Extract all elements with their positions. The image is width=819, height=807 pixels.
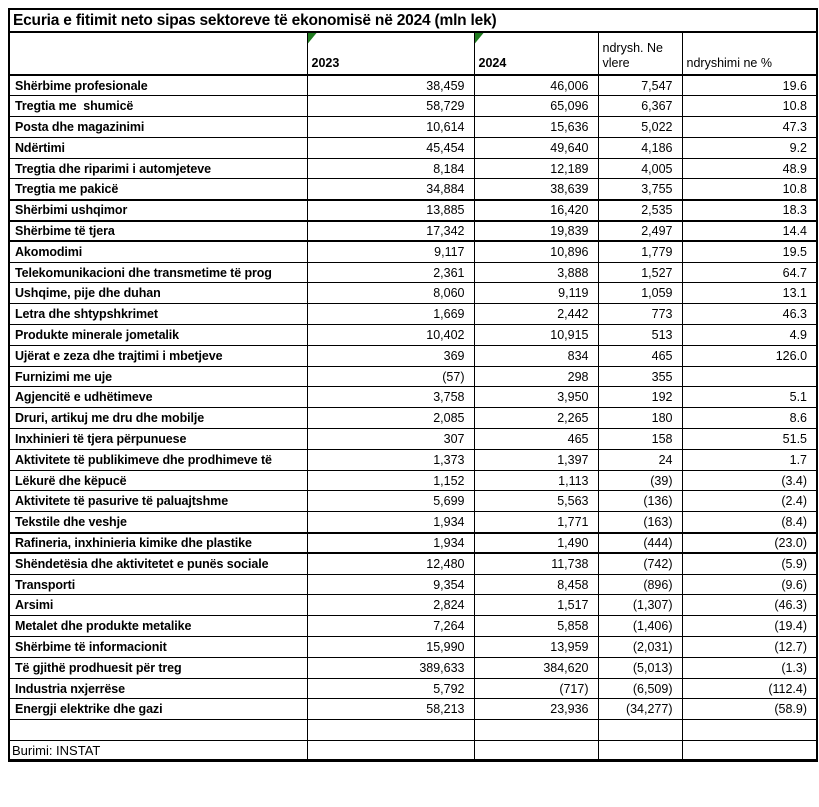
- value-cell: 10,915: [474, 325, 598, 346]
- empty-cell: [682, 741, 817, 761]
- value-cell: (896): [598, 574, 682, 595]
- value-cell: 3,758: [307, 387, 474, 408]
- value-cell: 10.8: [682, 96, 817, 117]
- value-cell: (6,509): [598, 678, 682, 699]
- table-row: [9, 221, 817, 242]
- value-cell: 15,990: [307, 637, 474, 658]
- value-cell: 1,517: [474, 595, 598, 616]
- table-row: [9, 657, 817, 678]
- value-cell: 12,480: [307, 553, 474, 574]
- header-row: [9, 32, 817, 75]
- table-row: [9, 137, 817, 158]
- value-cell: (19.4): [682, 616, 817, 637]
- value-cell: 46.3: [682, 304, 817, 325]
- table-row: [9, 470, 817, 491]
- value-cell: 49,640: [474, 137, 598, 158]
- value-cell: 58,729: [307, 96, 474, 117]
- sector-name: Shëndetësia dhe aktivitetet e punës sociale: [9, 553, 307, 574]
- empty-cell: [474, 720, 598, 741]
- sector-name: Ujërat e zeza dhe trajtimi i mbetjeve: [9, 345, 307, 366]
- value-cell: 1,779: [598, 241, 682, 262]
- value-cell: 12,189: [474, 158, 598, 179]
- sector-name: Shërbimi ushqimor: [9, 200, 307, 221]
- header-sector: [9, 32, 307, 75]
- sector-name: Tregtia me pakicë: [9, 179, 307, 200]
- table-row: [9, 678, 817, 699]
- value-cell: 58,213: [307, 699, 474, 720]
- empty-cell: [474, 741, 598, 761]
- value-cell: (5.9): [682, 553, 817, 574]
- value-cell: 46,006: [474, 75, 598, 96]
- spreadsheet-sheet: [8, 8, 818, 762]
- value-cell: 5,792: [307, 678, 474, 699]
- value-cell: 4.9: [682, 325, 817, 346]
- value-cell: 834: [474, 345, 598, 366]
- value-cell: 773: [598, 304, 682, 325]
- value-cell: 1,771: [474, 512, 598, 533]
- value-cell: 2,442: [474, 304, 598, 325]
- value-cell: 1,373: [307, 449, 474, 470]
- source-note: Burimi: INSTAT: [9, 741, 307, 761]
- value-cell: 369: [307, 345, 474, 366]
- sector-name: Rafineria, inxhinieria kimike dhe plastike: [9, 533, 307, 554]
- value-cell: (58.9): [682, 699, 817, 720]
- value-cell: 2,535: [598, 200, 682, 221]
- value-cell: 13.1: [682, 283, 817, 304]
- empty-cell: [307, 720, 474, 741]
- value-cell: 2,361: [307, 262, 474, 283]
- value-cell: 3,950: [474, 387, 598, 408]
- sector-name: Arsimi: [9, 595, 307, 616]
- table-row: [9, 262, 817, 283]
- sector-name: Energji elektrike dhe gazi: [9, 699, 307, 720]
- table-row: [9, 283, 817, 304]
- value-cell: 1,669: [307, 304, 474, 325]
- value-cell: 17,342: [307, 221, 474, 242]
- value-cell: 65,096: [474, 96, 598, 117]
- table-row: [9, 512, 817, 533]
- value-cell: (1,406): [598, 616, 682, 637]
- value-cell: (742): [598, 553, 682, 574]
- value-cell: 34,884: [307, 179, 474, 200]
- sector-name: Furnizimi me uje: [9, 366, 307, 387]
- value-cell: 10,614: [307, 117, 474, 138]
- value-cell: 5.1: [682, 387, 817, 408]
- value-cell: 64.7: [682, 262, 817, 283]
- value-cell: 5,858: [474, 616, 598, 637]
- value-cell: 3,755: [598, 179, 682, 200]
- value-cell: 16,420: [474, 200, 598, 221]
- value-cell: 158: [598, 429, 682, 450]
- value-cell: 465: [598, 345, 682, 366]
- value-cell: (57): [307, 366, 474, 387]
- sector-name: Druri, artikuj me dru dhe mobilje: [9, 408, 307, 429]
- value-cell: (112.4): [682, 678, 817, 699]
- sector-name: Transporti: [9, 574, 307, 595]
- value-cell: [682, 366, 817, 387]
- value-cell: 180: [598, 408, 682, 429]
- sector-name: Posta dhe magazinimi: [9, 117, 307, 138]
- table-row: [9, 75, 817, 96]
- value-cell: 38,639: [474, 179, 598, 200]
- value-cell: 19.5: [682, 241, 817, 262]
- value-cell: (34,277): [598, 699, 682, 720]
- value-cell: 2,265: [474, 408, 598, 429]
- value-cell: 1,934: [307, 512, 474, 533]
- empty-row: [9, 720, 817, 741]
- value-cell: 4,186: [598, 137, 682, 158]
- value-cell: (444): [598, 533, 682, 554]
- header-2023: [307, 32, 474, 75]
- value-cell: (46.3): [682, 595, 817, 616]
- value-cell: (1.3): [682, 657, 817, 678]
- header-2023-label: 2023: [311, 56, 340, 70]
- value-cell: 298: [474, 366, 598, 387]
- value-cell: 24: [598, 449, 682, 470]
- table-row: [9, 387, 817, 408]
- value-cell: (1,307): [598, 595, 682, 616]
- table-title: Ecuria e fitimit neto sipas sektoreve të ekonomisë në 2024 (mln lek): [9, 9, 817, 32]
- sector-name: Lëkurë dhe këpucë: [9, 470, 307, 491]
- table-row: [9, 366, 817, 387]
- table-row: [9, 304, 817, 325]
- table-row: [9, 158, 817, 179]
- sector-name: Aktivitete të publikimeve dhe prodhimeve të: [9, 449, 307, 470]
- empty-cell: [307, 741, 474, 761]
- value-cell: 1,152: [307, 470, 474, 491]
- sector-name: Ndërtimi: [9, 137, 307, 158]
- value-cell: 9.2: [682, 137, 817, 158]
- value-cell: 5,563: [474, 491, 598, 512]
- table-row: [9, 553, 817, 574]
- table-row: [9, 491, 817, 512]
- value-cell: 2,497: [598, 221, 682, 242]
- sector-name: Telekomunikacioni dhe transmetime të prog: [9, 262, 307, 283]
- value-cell: (8.4): [682, 512, 817, 533]
- value-cell: 13,959: [474, 637, 598, 658]
- value-cell: 1.7: [682, 449, 817, 470]
- sector-name: Shërbime të tjera: [9, 221, 307, 242]
- value-cell: 307: [307, 429, 474, 450]
- value-cell: (163): [598, 512, 682, 533]
- value-cell: 7,264: [307, 616, 474, 637]
- table-row: [9, 616, 817, 637]
- table-row: [9, 533, 817, 554]
- table-row: [9, 699, 817, 720]
- value-cell: 47.3: [682, 117, 817, 138]
- error-flag-icon: [475, 33, 484, 44]
- value-cell: 15,636: [474, 117, 598, 138]
- value-cell: (2,031): [598, 637, 682, 658]
- title-row: [9, 9, 817, 32]
- value-cell: 19.6: [682, 75, 817, 96]
- value-cell: (3.4): [682, 470, 817, 491]
- value-cell: 48.9: [682, 158, 817, 179]
- value-cell: (136): [598, 491, 682, 512]
- value-cell: 11,738: [474, 553, 598, 574]
- table-row: [9, 179, 817, 200]
- header-change-percent: ndryshimi ne %: [682, 32, 817, 75]
- empty-cell: [598, 741, 682, 761]
- value-cell: 2,824: [307, 595, 474, 616]
- empty-cell: [598, 720, 682, 741]
- table-row: [9, 429, 817, 450]
- value-cell: (39): [598, 470, 682, 491]
- header-2024-label: 2024: [478, 56, 507, 70]
- value-cell: 1,934: [307, 533, 474, 554]
- sector-name: Akomodimi: [9, 241, 307, 262]
- value-cell: 45,454: [307, 137, 474, 158]
- table-row: [9, 595, 817, 616]
- value-cell: 355: [598, 366, 682, 387]
- table-body: [9, 75, 817, 761]
- sector-name: Aktivitete të pasurive të paluajtshme: [9, 491, 307, 512]
- sector-name: Letra dhe shtypshkrimet: [9, 304, 307, 325]
- value-cell: 126.0: [682, 345, 817, 366]
- table-row: [9, 449, 817, 470]
- value-cell: 18.3: [682, 200, 817, 221]
- sector-name: Ushqime, pije dhe duhan: [9, 283, 307, 304]
- header-change-value: ndrysh. Ne vlere: [598, 32, 682, 75]
- value-cell: 8,060: [307, 283, 474, 304]
- sector-name: Tregtia dhe riparimi i automjeteve: [9, 158, 307, 179]
- value-cell: 6,367: [598, 96, 682, 117]
- value-cell: 1,527: [598, 262, 682, 283]
- value-cell: 389,633: [307, 657, 474, 678]
- sector-name: Inxhinieri të tjera përpunuese: [9, 429, 307, 450]
- value-cell: 8.6: [682, 408, 817, 429]
- net-profit-by-sector-table: [8, 8, 818, 762]
- value-cell: (5,013): [598, 657, 682, 678]
- value-cell: 23,936: [474, 699, 598, 720]
- table-row: [9, 637, 817, 658]
- value-cell: 9,117: [307, 241, 474, 262]
- value-cell: (9.6): [682, 574, 817, 595]
- value-cell: 1,397: [474, 449, 598, 470]
- value-cell: (23.0): [682, 533, 817, 554]
- empty-cell: [682, 720, 817, 741]
- value-cell: (2.4): [682, 491, 817, 512]
- table-row: [9, 241, 817, 262]
- value-cell: 38,459: [307, 75, 474, 96]
- value-cell: 1,059: [598, 283, 682, 304]
- value-cell: 384,620: [474, 657, 598, 678]
- sector-name: Agjencitë e udhëtimeve: [9, 387, 307, 408]
- value-cell: 192: [598, 387, 682, 408]
- value-cell: 8,184: [307, 158, 474, 179]
- value-cell: 465: [474, 429, 598, 450]
- value-cell: 1,113: [474, 470, 598, 491]
- value-cell: 10,402: [307, 325, 474, 346]
- sector-name: Tregtia me shumicë: [9, 96, 307, 117]
- error-flag-icon: [308, 33, 317, 44]
- sector-name: Shërbime profesionale: [9, 75, 307, 96]
- value-cell: 10.8: [682, 179, 817, 200]
- value-cell: 1,490: [474, 533, 598, 554]
- value-cell: 51.5: [682, 429, 817, 450]
- value-cell: 2,085: [307, 408, 474, 429]
- value-cell: 5,699: [307, 491, 474, 512]
- table-row: [9, 408, 817, 429]
- value-cell: (12.7): [682, 637, 817, 658]
- source-row: [9, 741, 817, 761]
- sector-name: Industria nxjerrëse: [9, 678, 307, 699]
- table-row: [9, 325, 817, 346]
- value-cell: 8,458: [474, 574, 598, 595]
- table-row: [9, 574, 817, 595]
- value-cell: 14.4: [682, 221, 817, 242]
- sector-name: Shërbime të informacionit: [9, 637, 307, 658]
- value-cell: 7,547: [598, 75, 682, 96]
- table-row: [9, 200, 817, 221]
- value-cell: 9,119: [474, 283, 598, 304]
- value-cell: 3,888: [474, 262, 598, 283]
- sector-name: Të gjithë prodhuesit për treg: [9, 657, 307, 678]
- sector-name: Tekstile dhe veshje: [9, 512, 307, 533]
- value-cell: 13,885: [307, 200, 474, 221]
- value-cell: 19,839: [474, 221, 598, 242]
- header-2024: [474, 32, 598, 75]
- empty-cell: [9, 720, 307, 741]
- table-row: [9, 345, 817, 366]
- value-cell: 10,896: [474, 241, 598, 262]
- value-cell: 9,354: [307, 574, 474, 595]
- table-row: [9, 96, 817, 117]
- table-row: [9, 117, 817, 138]
- value-cell: 5,022: [598, 117, 682, 138]
- value-cell: 4,005: [598, 158, 682, 179]
- value-cell: 513: [598, 325, 682, 346]
- value-cell: (717): [474, 678, 598, 699]
- sector-name: Produkte minerale jometalik: [9, 325, 307, 346]
- sector-name: Metalet dhe produkte metalike: [9, 616, 307, 637]
